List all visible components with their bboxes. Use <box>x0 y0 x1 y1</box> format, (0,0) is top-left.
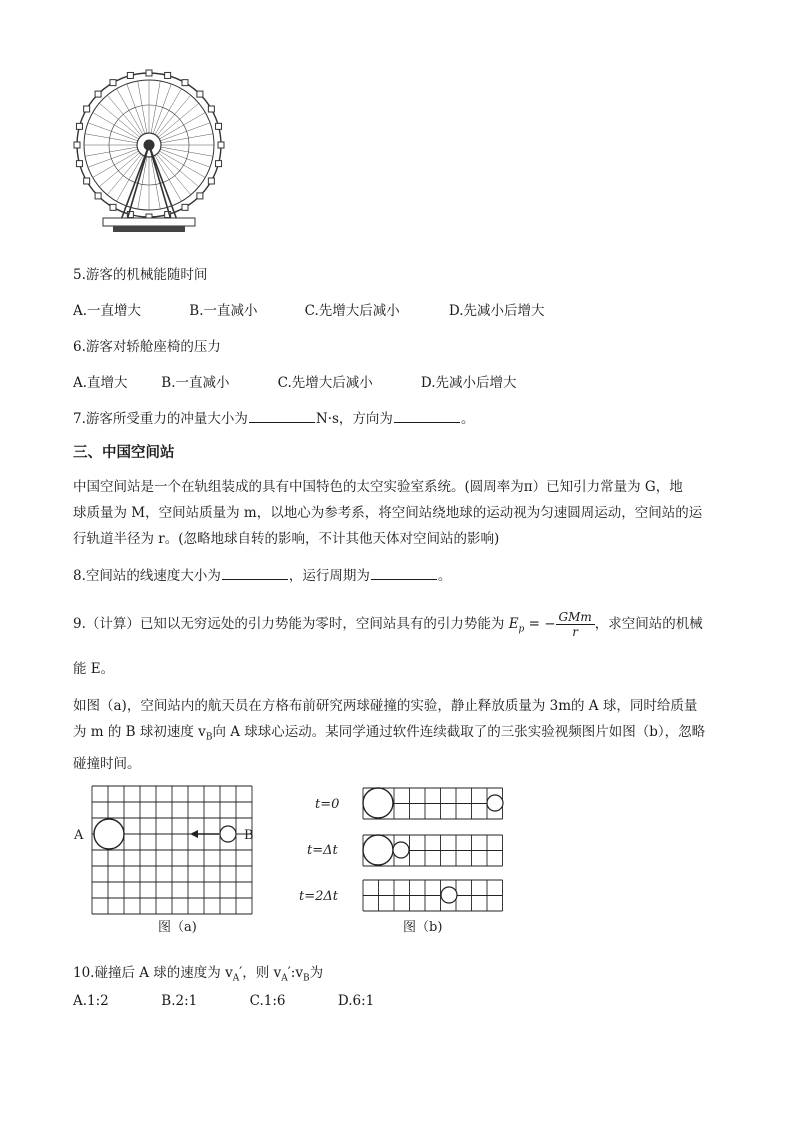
ferris-wheel-image <box>73 70 253 238</box>
q10-text-1: 10.碰撞后 A 球的速度为 v <box>73 965 233 981</box>
collision-line-2-a: 为 m 的 B 球初速度 v <box>73 724 206 740</box>
q9-formula <box>508 610 595 639</box>
q8-line <box>73 564 451 584</box>
q8-blank-1[interactable] <box>222 567 288 580</box>
q7-blank-1[interactable] <box>249 410 315 423</box>
q6-option-c[interactable]: C.先增大后减小 <box>277 375 373 391</box>
strip2-ball-a <box>363 835 393 865</box>
intro-line-2: 球质量为 M，空间站质量为 m，以地心为参考系，将空间站绕地球的运动视为匀速圆周运动，空间站的运 <box>73 505 703 521</box>
q6-options <box>73 371 517 391</box>
q9-line <box>73 610 703 639</box>
ball-b <box>220 826 236 842</box>
strip1-ball-b <box>487 795 503 811</box>
collision-line-3: 碰撞时间。 <box>73 755 141 772</box>
q10-options <box>73 993 374 1009</box>
q10-text-4: 为 <box>309 965 324 981</box>
q8-text-1: 8.空间站的线速度大小为 <box>73 568 221 584</box>
q5-options <box>73 299 545 319</box>
strip1-ball-a <box>363 788 393 818</box>
q5-option-c[interactable]: C.先增大后减小 <box>304 303 400 319</box>
q9-fraction-den: r <box>572 625 579 639</box>
q9-text-1: 9.（计算）已知以无穷远处的引力势能为零时，空间站具有的引力势能为 <box>73 616 505 632</box>
q10-stem <box>73 961 323 984</box>
label-b: B <box>244 828 254 843</box>
label-t2: t=2Δt <box>299 889 338 904</box>
figure-a-caption: 图（a) <box>158 920 197 935</box>
q10-text-3: ′:v <box>287 965 303 981</box>
label-t1: t=Δt <box>307 843 338 858</box>
q5-option-d[interactable]: D.先减小后增大 <box>448 303 545 319</box>
collision-line-2-sub: B <box>205 732 213 743</box>
q9-text-3: 能 E。 <box>73 661 115 677</box>
q8-text-2: ，运行周期为 <box>288 568 370 584</box>
figure-a <box>70 784 270 940</box>
q10-option-d[interactable]: D.6:1 <box>337 993 375 1009</box>
collision-line-2 <box>73 719 723 751</box>
q6-option-b[interactable]: B.一直减小 <box>161 375 230 391</box>
q9-text-2: ，求空间站的机械 <box>594 616 703 632</box>
q10-option-b[interactable]: B.2:1 <box>161 993 198 1009</box>
label-a: A <box>74 828 84 843</box>
q8-blank-2[interactable] <box>371 567 437 580</box>
velocity-arrow-head <box>190 830 198 838</box>
section-intro <box>73 474 723 552</box>
q9-formula-sub: p <box>518 624 525 635</box>
q9-formula-eq: = − <box>524 616 556 632</box>
strip3-ball <box>441 887 457 903</box>
q7-blank-2[interactable] <box>394 410 460 423</box>
q10-option-c[interactable]: C.1:6 <box>249 993 286 1009</box>
strip2-ball-b <box>393 842 409 858</box>
intro-line-1: 中国空间站是一个在轨组装成的具有中国特色的太空实验室系统。(圆周率为π）已知引力常量为 G，地 <box>73 479 683 495</box>
q6-stem: 6.游客对轿舱座椅的压力 <box>73 339 221 355</box>
q10-option-a[interactable]: A.1:2 <box>73 993 109 1009</box>
collision-intro <box>73 693 723 777</box>
q5-stem: 5.游客的机械能随时间 <box>73 267 208 283</box>
q7-text-1: 7.游客所受重力的冲量大小为 <box>73 411 248 427</box>
q9-fraction <box>556 610 595 639</box>
q9-formula-lhs: E <box>508 616 519 632</box>
q5-option-b[interactable]: B.一直减小 <box>189 303 258 319</box>
figure-b-caption: 图（b) <box>403 920 443 935</box>
q5-option-a[interactable]: A.一直增大 <box>73 303 142 319</box>
q10-sub-3: B <box>302 973 310 984</box>
collision-line-2-b: 向 A 球球心运动。某同学通过软件连续截取了的三张实验视频图片如图（b），忽略 <box>212 724 706 740</box>
q10-sub-2: A <box>281 973 288 984</box>
q7-text-3: 。 <box>460 411 475 427</box>
collision-line-1: 如图（a)，空间站内的航天员在方格布前研究两球碰撞的实验，静止释放质量为 3m的 A 球，同时给质量 <box>73 698 698 714</box>
q6-option-a[interactable]: A.直增大 <box>73 375 128 391</box>
q7-text-2: N·s，方向为 <box>315 411 393 427</box>
q7-line <box>73 407 474 427</box>
ball-a <box>94 819 124 849</box>
figure-b <box>299 784 510 940</box>
q10-sub-1: A <box>232 973 240 984</box>
q10-text-2: ′，则 v <box>239 965 282 981</box>
section-title: 三、中国空间站 <box>73 444 175 461</box>
label-t0: t=0 <box>315 797 340 812</box>
intro-line-3: 行轨道半径为 r。(忽略地球自转的影响，不计其他天体对空间站的影响) <box>73 531 500 547</box>
q9-fraction-num: GMm <box>556 610 595 625</box>
q8-text-3: 。 <box>437 568 452 584</box>
q6-option-d[interactable]: D.先减小后增大 <box>420 375 517 391</box>
